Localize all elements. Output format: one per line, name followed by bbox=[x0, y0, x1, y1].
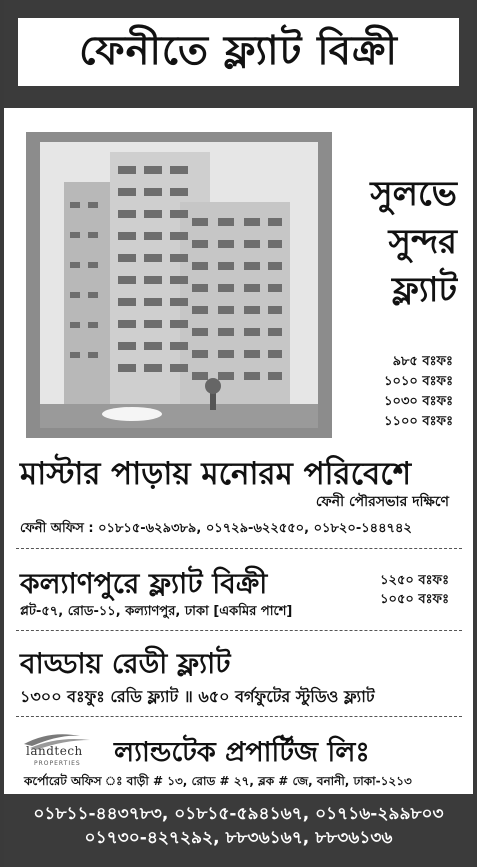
kalyanpur-address: প্লট-৫৭, রোড-১১, কল্যাণপুর, ঢাকা [একমির পাশে] bbox=[20, 604, 293, 619]
logo-wordmark: landtech bbox=[26, 744, 83, 758]
kalyanpur-size-2: ১০৫০ বঃফঃ bbox=[380, 592, 449, 607]
feni-office-phones: ফেনী অফিস : ০১৮১৫-৬২৯৩৮৯, ০১৭২৯-৬২২৫৫০, ০১৮২০-১৪৪৭৪২ bbox=[20, 521, 412, 536]
page-title: ফেনীতে ফ্ল্যাট বিক্রী bbox=[79, 27, 398, 74]
flat-size: ১০৩০ বঃফঃ bbox=[384, 394, 453, 409]
building-photo-frame bbox=[26, 132, 332, 438]
flat-sizes-list bbox=[384, 352, 453, 432]
footer-phone-line-1: ০১৮১১-৪৪৩৭৮৩, ০১৮১৫-৫৯৪১৬৭, ০১৭১৬-২৯৯৮০৩ bbox=[33, 804, 444, 824]
logo-subtitle: PROPERTIES bbox=[34, 760, 81, 767]
company-name: ল্যান্ডটেক প্রপার্টিজ লিঃ bbox=[114, 737, 370, 768]
corporate-office-address: কর্পোরেট অফিস ঃ বাড়ী # ১৩, রোড # ২৭, ব্লক # জে, বনানী, ঢাকা-১২১৩ bbox=[24, 774, 412, 788]
footer-phones bbox=[4, 794, 473, 867]
divider bbox=[16, 716, 462, 717]
badda-details: ১৩০০ বঃফুঃ রেডি ফ্ল্যাট ॥ ৬৫০ বর্গফুটের স্টুডিও ফ্ল্যাট bbox=[20, 687, 375, 706]
header-strip bbox=[18, 18, 459, 86]
badda-title: বাড্ডায় রেডী ফ্ল্যাট bbox=[20, 647, 231, 680]
slogan bbox=[370, 170, 457, 314]
building-photo bbox=[40, 142, 318, 428]
building-illustration bbox=[40, 142, 318, 428]
header-banner bbox=[4, 0, 473, 108]
flat-size: ১০১০ বঃফঃ bbox=[384, 374, 453, 389]
flat-size: ৯৮৫ বঃফঃ bbox=[392, 354, 453, 369]
slogan-line-1: সুলভে bbox=[370, 174, 457, 214]
master-para-headline: মাস্টার পাড়ায় মনোরম পরিবেশে bbox=[20, 456, 412, 492]
slogan-line-2: সুন্দর bbox=[388, 222, 457, 262]
divider bbox=[16, 548, 462, 549]
footer-phone-line-2: ০১৭৩০-৪২৭২৯২, ৮৮৩৬১৬৭, ৮৮৩৬১৩৬ bbox=[84, 828, 393, 848]
master-para-subhead: ফেনী পৌরসভার দক্ষিণে bbox=[315, 494, 449, 510]
kalyanpur-size-1: ১২৫০ বঃফঃ bbox=[380, 573, 449, 588]
kalyanpur-title: কল্যাণপুরে ফ্ল্যাট বিক্রী bbox=[20, 567, 268, 600]
flat-size: ১১০০ বঃফঃ bbox=[384, 414, 453, 429]
divider bbox=[16, 630, 462, 631]
slogan-line-3: ফ্ল্যাট bbox=[392, 270, 457, 310]
